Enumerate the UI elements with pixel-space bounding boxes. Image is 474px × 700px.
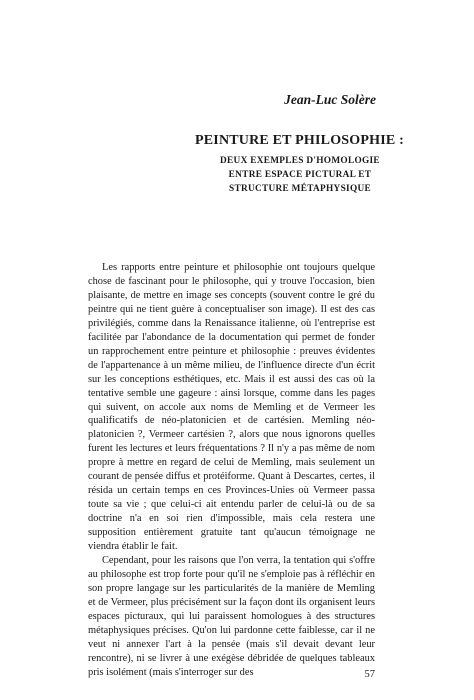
page-number: 57 <box>364 669 375 680</box>
body-text <box>88 261 375 680</box>
author-name: Jean-Luc Solère <box>284 92 376 107</box>
article-title: PEINTURE ET PHILOSOPHIE : <box>195 133 404 148</box>
article-subtitle <box>190 154 410 197</box>
paragraph: Cependant, pour les raisons que l'on verra, la tentation qui s'offre au philosophe est trop forte pour qu'il ne s'emploie pas à réfléchir en son propre langage sur les particularités de la manière de Memling et de Vermeer, plus précisément sur la façon dont ils organisent leurs espaces picturaux, qui lui paraissent homologues à des structures métaphysiques précises. Qu'on lui pardonne cette faiblesse, car il ne veut ni annexer l'art à la pensée (mais s'il devait devant leur rencontre), ni se livrer à une exégèse débridée de quelques tableaux pris isolément (mais s'interroger sur des <box>88 555 375 678</box>
subtitle-line: ENTRE ESPACE PICTURAL ET <box>228 170 372 181</box>
subtitle-line: DEUX EXEMPLES D'HOMOLOGIE <box>220 156 380 166</box>
subtitle-line: STRUCTURE MÉTAPHYSIQUE <box>228 184 372 195</box>
paragraph: Les rapports entre peinture et philosophie ont toujours quelque chose de fascinant pour le philosophe, qui y trouve l'occasion, bien plaisante, de mettre en image ses concepts (souvent contre le gré du peintre qui ne tient guère à conceptualiser son image). Il est des cas privilégiés, comme dans la Renaissance italienne, où l'entreprise est facilitée par l'abondance de la documentation qui permet de fonder un rapprochement entre peinture et philosophie : preuves évidentes de l'appartenance à un même milieu, de l'influence directe d'un écrit sur les conceptions esthétiques, etc. Mais il est aussi des cas où la tentative semble une gageure : ainsi lorsque, comme dans les pages qui suivent, on accole aux noms de Memling et de Vermeer les qualificatifs de néo-platonicien et de cartésien. Memling néo-platonicien ?, Vermeer cartésien ?, alors que nous ignorons quelles furent les lectures et leurs fréquentations ? Il n'y a pas même de nom propre à mettre en regard de celui de Memling, mais seulement un courant de pensée diffus et protéiforme. Quant à Descartes, certes, il résida un certain temps en ces Provinces-Unies où Vermeer passa toute sa vie ; que celui-ci ait entendu parler de celui-là ou de sa doctrine n'a en soi rien d'impossible, mais cela restera une supposition entièrement gratuite tant qu'aucun témoignage ne viendra établir le fait. <box>88 262 375 553</box>
